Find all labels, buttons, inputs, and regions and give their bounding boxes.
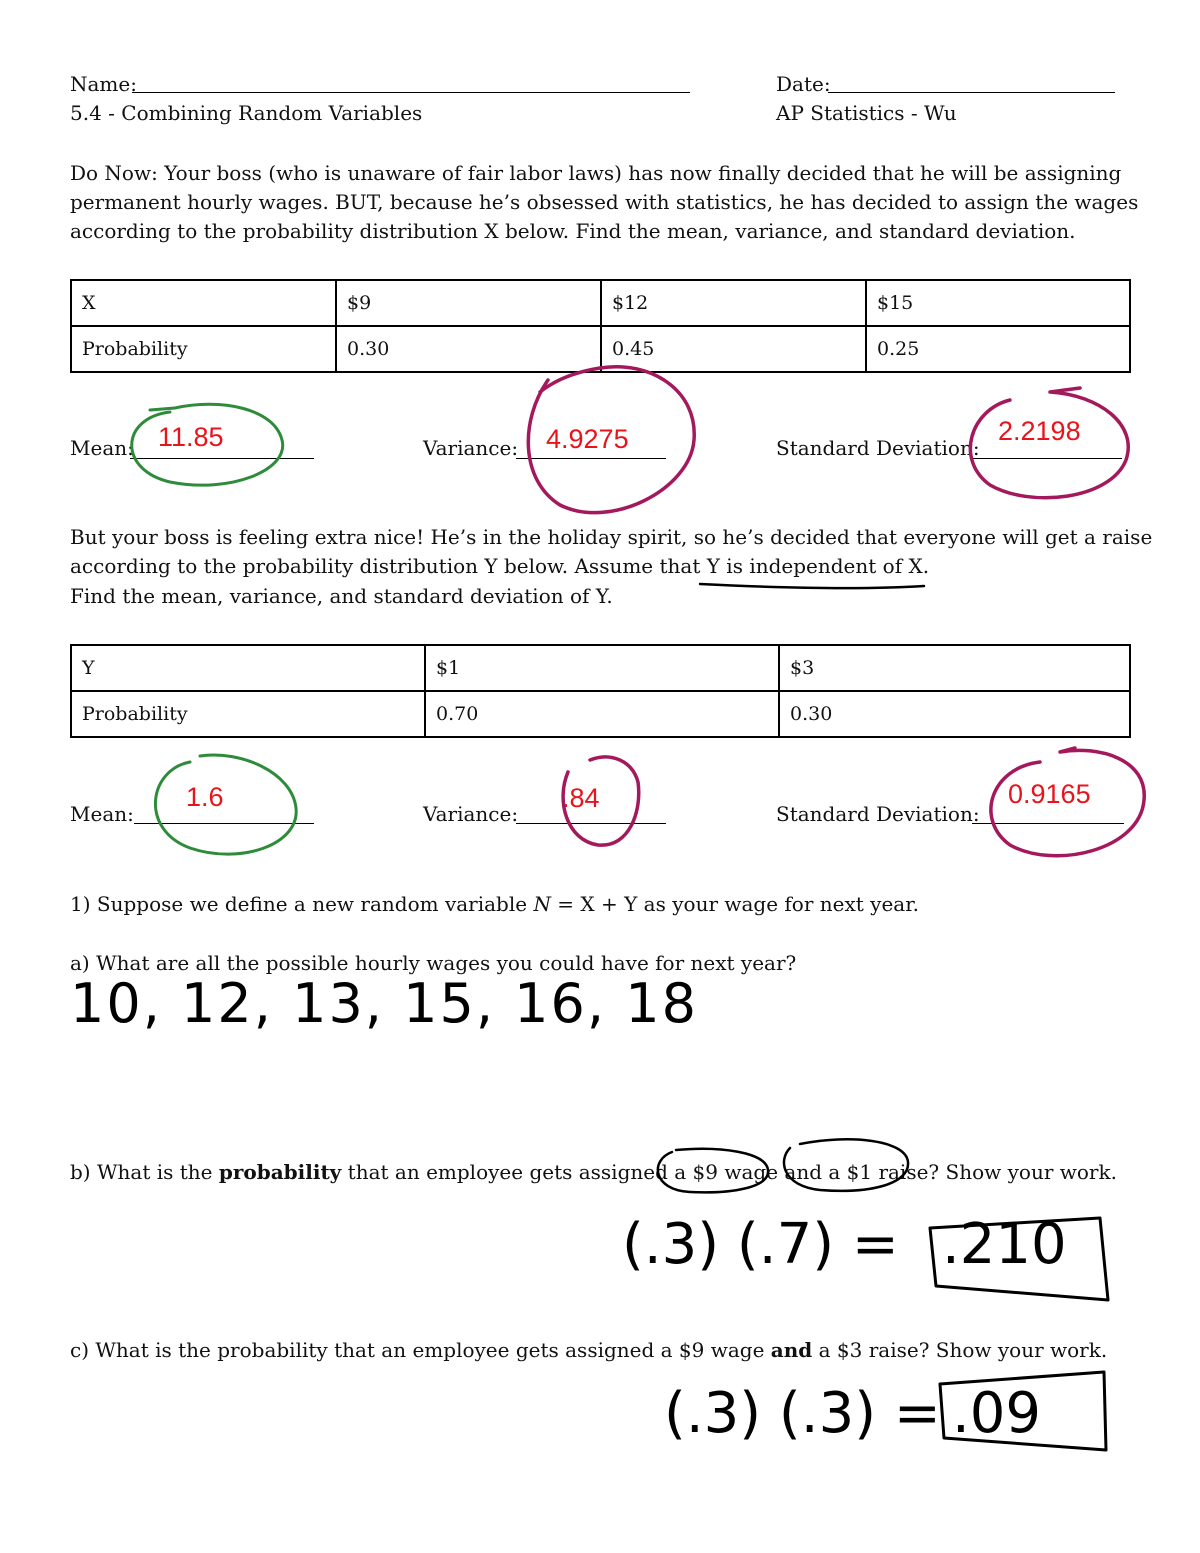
do-now-line-1: Do Now: Your boss (who is unaware of fair labor laws) has now finally decided that he will be assigning: [70, 161, 1122, 185]
date-label: Date:: [776, 72, 831, 96]
question-c: [70, 1336, 1107, 1365]
question-c-bold: and: [770, 1338, 813, 1362]
date-field[interactable]: [828, 92, 1115, 93]
table-cell: Y: [71, 645, 425, 691]
sd-y-field[interactable]: [972, 823, 1124, 824]
table-cell: X: [71, 280, 336, 326]
table-cell: 0.30: [779, 691, 1130, 737]
sd-y-answer: 0.9165: [1008, 779, 1091, 809]
variance-y-answer: .84: [562, 783, 600, 813]
variable-n: N: [533, 892, 551, 916]
question-c-text: c) What is the probability that an employee gets assigned a $9 wage: [70, 1338, 771, 1362]
answer-c-boxed: .09: [952, 1381, 1042, 1446]
answer-b-boxed: .210: [942, 1212, 1067, 1277]
variance-y-label: Variance:: [423, 802, 519, 826]
table-cell: $15: [866, 280, 1130, 326]
question-a: a) What are all the possible hourly wages you could have for next year?: [70, 951, 797, 975]
variance-x-label: Variance:: [423, 436, 519, 460]
answer-a-handwritten: 10, 12, 13, 15, 16, 18: [70, 972, 698, 1035]
question-b: [70, 1158, 1117, 1187]
distribution-table-x: [70, 279, 1131, 373]
question-1-text-end: = X + Y as your wage for next year.: [550, 892, 919, 916]
table-cell: 0.70: [425, 691, 779, 737]
mean-y-circle: [155, 755, 296, 854]
lesson-title: 5.4 - Combining Random Variables: [70, 101, 423, 125]
raise-line-1: But your boss is feeling extra nice! He’s in the holiday spirit, so he’s decided that everyone will get a raise: [70, 525, 1153, 549]
mean-x-answer: 11.85: [158, 422, 224, 452]
mean-x-field[interactable]: [130, 458, 314, 459]
variance-x-answer: 4.9275: [546, 424, 629, 454]
mean-y-field[interactable]: [134, 823, 314, 824]
raise-line-3: Find the mean, variance, and standard deviation of Y.: [70, 584, 613, 608]
do-now-line-2: permanent hourly wages. BUT, because he’s obsessed with statistics, he has decided to assign the wages: [70, 190, 1139, 214]
mean-x-label: Mean:: [70, 436, 134, 460]
raise-line-2: [70, 552, 929, 581]
table-cell: $3: [779, 645, 1130, 691]
table-cell: $1: [425, 645, 779, 691]
work-c-handwritten: (.3) (.3) =: [664, 1381, 941, 1446]
sd-y-label: Standard Deviation:: [776, 802, 980, 826]
question-b-bold: probability: [218, 1160, 342, 1184]
table-row: [71, 280, 1130, 326]
question-b-text: b) What is the: [70, 1160, 219, 1184]
course-label: AP Statistics - Wu: [776, 101, 957, 125]
mean-y-label: Mean:: [70, 802, 134, 826]
table-cell: 0.25: [866, 326, 1130, 372]
work-b-handwritten: (.3) (.7) =: [622, 1212, 899, 1277]
table-cell: Probability: [71, 326, 336, 372]
table-row: [71, 326, 1130, 372]
variance-y-field[interactable]: [516, 823, 666, 824]
question-c-text-end: a $3 raise? Show your work.: [812, 1338, 1108, 1362]
sd-x-field[interactable]: [972, 458, 1122, 459]
table-row: [71, 691, 1130, 737]
question-1-intro: [70, 890, 919, 919]
raise-line-2-text: according to the probability distribution Y below. Assume that: [70, 554, 707, 578]
table-row: [71, 645, 1130, 691]
do-now-line-3: according to the probability distribution X below. Find the mean, variance, and standard deviation.: [70, 219, 1076, 243]
sd-x-label: Standard Deviation:: [776, 436, 980, 460]
table-cell: $12: [601, 280, 866, 326]
name-field[interactable]: [132, 92, 690, 93]
sd-x-answer: 2.2198: [998, 416, 1081, 446]
mean-y-answer: 1.6: [186, 782, 224, 812]
variance-x-field[interactable]: [516, 458, 666, 459]
name-label: Name:: [70, 72, 137, 96]
table-cell: $9: [336, 280, 601, 326]
distribution-table-y: [70, 644, 1131, 738]
question-1-text: 1) Suppose we define a new random variable: [70, 892, 534, 916]
table-cell: Probability: [71, 691, 425, 737]
independence-note: Y is independent of X.: [706, 554, 930, 578]
table-cell: 0.30: [336, 326, 601, 372]
table-cell: 0.45: [601, 326, 866, 372]
question-b-text-end: that an employee gets assigned a $9 wage and a $1 raise? Show your work.: [341, 1160, 1117, 1184]
independence-underline: [700, 584, 924, 588]
